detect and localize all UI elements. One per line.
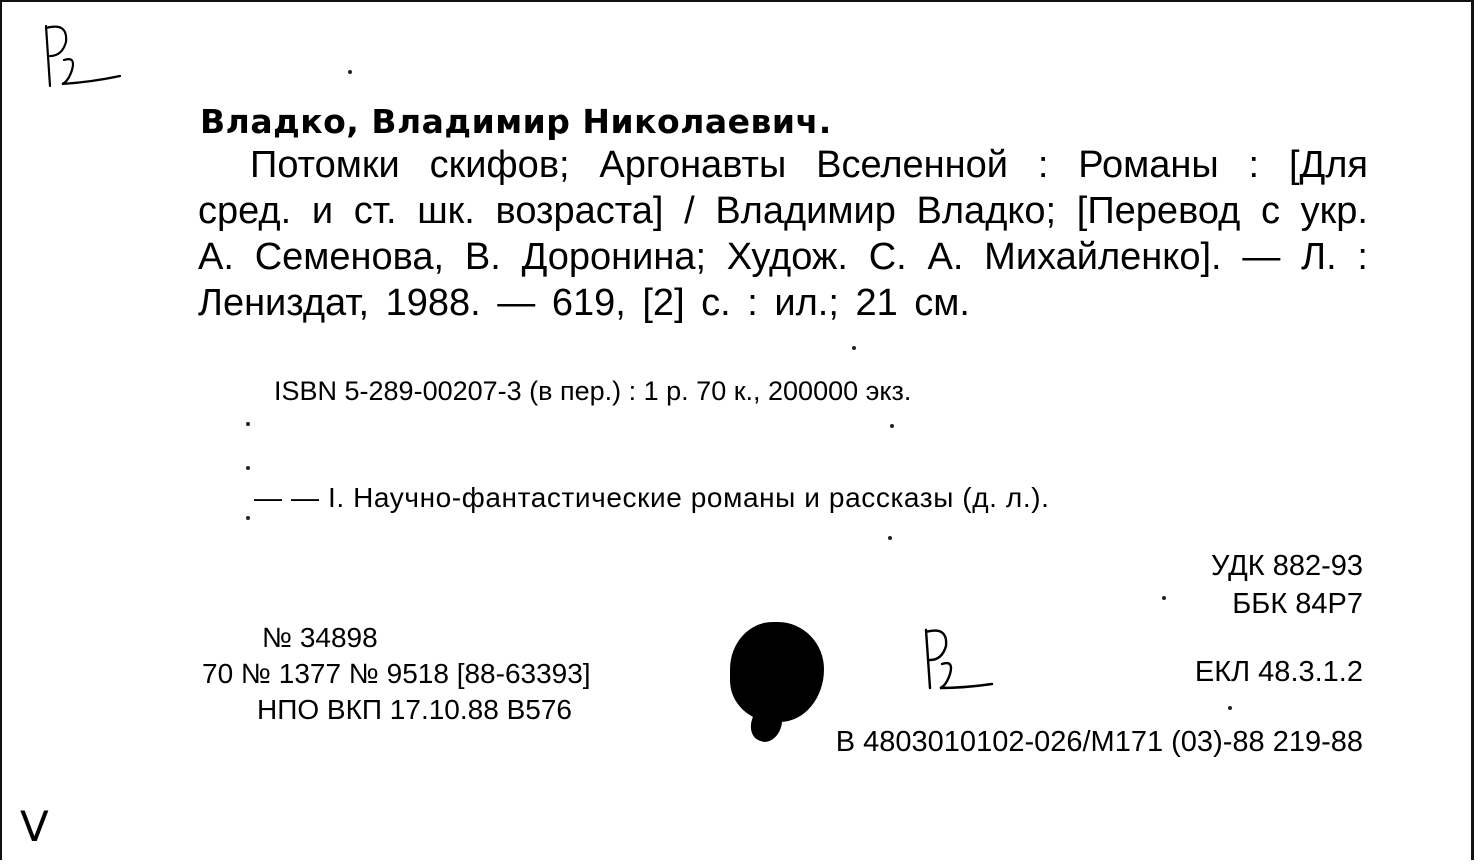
speck [1228,706,1232,710]
isbn-line: ISBN 5-289-00207-3 (в пер.) : 1 р. 70 к., 200000 экз. [274,376,912,406]
speck [246,466,250,470]
udk-code: УДК 882-93 [1210,550,1363,582]
handwritten-mark-icon [32,16,132,96]
speck [1162,596,1166,600]
registry-number: № 34898 [262,622,378,653]
handwritten-initials-icon [914,622,1004,706]
speck [246,516,250,520]
subject-heading-line: — — I. Научно-фантастические романы и рассказы (д. л.). [254,482,1050,513]
author-heading: Владко, Владимир Николаевич. [200,102,832,141]
corner-mark: V [20,802,49,851]
speck [348,70,352,74]
speck [246,422,250,426]
registry-printer-line: НПО ВКП 17.10.88 В576 [257,694,572,725]
speck [852,346,856,350]
publication-code: В 4803010102-026/М171 (03)-88 219-88 [835,726,1363,758]
registry-order-line: 70 № 1377 № 9518 [88-63393] [202,658,591,689]
ekl-code: ЕКЛ 48.3.1.2 [1194,656,1363,688]
speck [890,424,894,428]
speck [888,536,892,540]
bibliographic-description [198,142,1368,326]
bbk-code: ББК 84Р7 [1232,588,1363,620]
description-text: Потомки скифов; Аргонавты Вселенной : Романы : [Для сред. и ст. шк. возраста] / Владимир Владко; [Перевод с укр. А. Семенова, В. Доронина; Худож. С. А. Михайленко]. — Л. : Лениздат, 1988. — 619, [2] с. : ил.; 21 см. [198,144,1368,324]
